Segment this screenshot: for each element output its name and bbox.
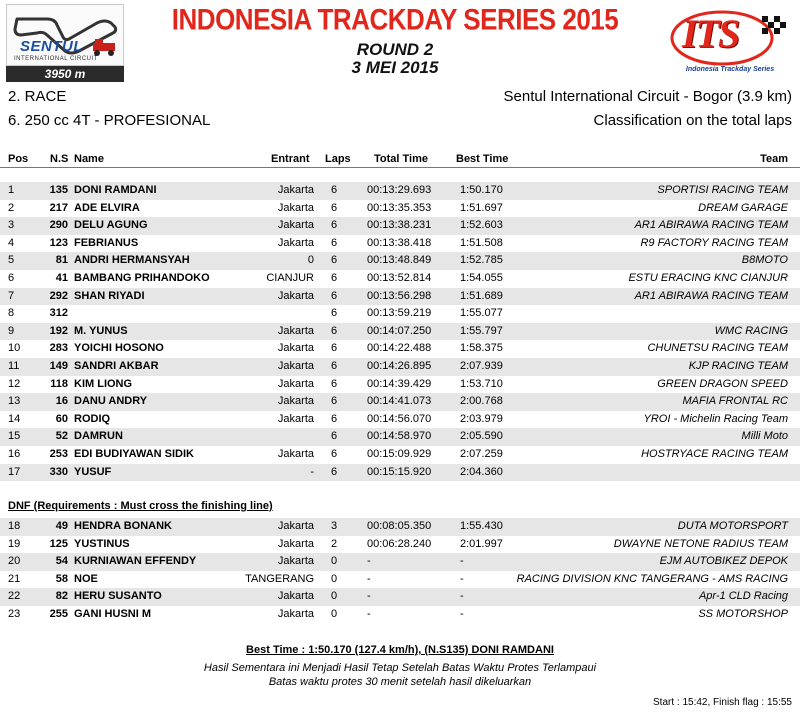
row-ns: 41 <box>55 271 68 284</box>
col-team: Team <box>760 153 788 165</box>
table-row <box>0 358 800 376</box>
table-row <box>0 323 800 341</box>
row-best-time: 1:54.055 <box>460 271 503 284</box>
row-best-time: 1:51.508 <box>460 236 503 249</box>
row-laps: 6 <box>331 359 338 372</box>
table-row <box>0 536 800 554</box>
row-name: DANU ANDRY <box>74 395 148 408</box>
table-row <box>0 288 800 306</box>
col-best-time: Best Time <box>456 153 509 165</box>
row-laps: 6 <box>331 236 338 249</box>
row-entrant: Jakarta <box>277 412 314 425</box>
row-ns: 49 <box>55 520 68 532</box>
row-team: CHUNETSU RACING TEAM <box>647 342 788 355</box>
its-logo <box>664 8 792 84</box>
row-name: DELU AGUNG <box>74 219 148 232</box>
table-row <box>0 393 800 411</box>
row-ns: 192 <box>49 324 68 337</box>
col-entrant: Entrant <box>271 153 310 165</box>
row-total-time: 00:14:07.250 <box>367 324 432 337</box>
table-row <box>0 571 800 589</box>
row-laps: 6 <box>331 377 338 390</box>
row-entrant: Jakarta <box>277 555 314 568</box>
table-row <box>0 252 800 270</box>
row-total-time: 00:15:15.920 <box>367 465 432 478</box>
table-row <box>0 606 800 624</box>
row-laps: 0 <box>331 555 338 568</box>
row-team: AR1 ABIRAWA RACING TEAM <box>634 219 788 232</box>
row-ns: 283 <box>49 342 68 355</box>
race-label: 2. RACE <box>8 88 67 105</box>
row-pos: 18 <box>8 520 21 532</box>
row-pos: 17 <box>8 465 21 478</box>
row-name: EDI BUDIYAWAN SIDIK <box>74 447 195 460</box>
row-laps: 6 <box>331 307 338 320</box>
row-pos: 4 <box>8 236 15 249</box>
row-name: HENDRA BONANK <box>74 520 172 532</box>
row-name: YUSUF <box>74 465 112 478</box>
row-total-time: 00:13:48.849 <box>367 254 432 267</box>
row-laps: 6 <box>331 342 338 355</box>
classification-label: Classification on the total laps <box>593 112 792 129</box>
row-pos: 11 <box>8 359 20 372</box>
row-ns: 217 <box>49 201 68 214</box>
row-best-time: - <box>460 590 464 603</box>
table-row <box>0 464 800 482</box>
row-total-time: 00:14:58.970 <box>367 430 432 443</box>
row-entrant: CIANJUR <box>266 271 314 284</box>
class-label: 6. 250 cc 4T - PROFESIONAL <box>8 112 211 129</box>
table-row <box>0 446 800 464</box>
row-team: MAFIA FRONTAL RC <box>682 395 788 408</box>
row-ns: 118 <box>50 377 68 390</box>
table-row <box>0 217 800 235</box>
table-row <box>0 553 800 571</box>
row-laps: 6 <box>331 201 338 214</box>
row-total-time: 00:13:38.231 <box>367 219 432 232</box>
row-laps: 6 <box>331 184 338 196</box>
circuit-distance: 3950 m <box>6 66 124 82</box>
row-entrant: Jakarta <box>277 324 314 337</box>
row-entrant: Jakarta <box>277 377 314 390</box>
row-best-time: 2:03.979 <box>460 412 503 425</box>
row-laps: 6 <box>331 324 338 337</box>
row-best-time: - <box>460 572 464 585</box>
row-best-time: 2:05.590 <box>460 430 503 443</box>
dnf-table <box>0 518 800 624</box>
row-team: DWAYNE NETONE RADIUS TEAM <box>613 537 788 550</box>
row-entrant: 0 <box>307 254 314 267</box>
row-ns: 290 <box>49 219 68 232</box>
col-name: Name <box>74 153 104 165</box>
row-name: SHAN RIYADI <box>74 289 145 302</box>
row-laps: 3 <box>331 520 338 532</box>
row-entrant: Jakarta <box>277 342 314 355</box>
row-total-time: 00:13:52.814 <box>367 271 432 284</box>
row-total-time: 00:14:39.429 <box>367 377 432 390</box>
row-best-time: 1:51.689 <box>460 289 503 302</box>
row-name: DONI RAMDANI <box>74 184 157 196</box>
row-ns: 81 <box>55 254 68 267</box>
row-team: ESTU ERACING KNC CIANJUR <box>628 271 788 284</box>
row-laps: 6 <box>331 395 338 408</box>
row-ns: 149 <box>49 359 68 372</box>
row-pos: 23 <box>8 607 21 620</box>
row-name: SANDRI AKBAR <box>74 359 159 372</box>
row-best-time: 2:01.997 <box>460 537 503 550</box>
row-total-time: 00:14:26.895 <box>367 359 432 372</box>
row-laps: 0 <box>331 607 338 620</box>
its-subtitle: Indonesia Trackday Series <box>685 66 775 73</box>
row-laps: 6 <box>331 289 338 302</box>
row-total-time: 00:13:56.298 <box>367 289 432 302</box>
row-laps: 0 <box>331 590 338 603</box>
row-team: SS MOTORSHOP <box>698 607 788 620</box>
provisional-note: Hasil Sementara ini Menjadi Hasil Tetap Setelah Batas Waktu Protes Terlampaui <box>203 662 597 674</box>
row-ns: 253 <box>49 447 68 460</box>
row-entrant: Jakarta <box>277 447 314 460</box>
row-total-time: 00:13:35.353 <box>367 201 432 214</box>
sentul-subtitle: INTERNATIONAL CIRCUIT <box>14 56 98 62</box>
row-pos: 15 <box>8 430 21 443</box>
row-name: BAMBANG PRIHANDOKO <box>74 271 210 284</box>
row-pos: 1 <box>8 184 15 196</box>
row-total-time: 00:14:56.070 <box>367 412 432 425</box>
row-name: ANDRI HERMANSYAH <box>74 254 190 267</box>
row-total-time: 00:13:59.219 <box>367 307 432 320</box>
row-name: DAMRUN <box>74 430 123 443</box>
row-best-time: 2:07.259 <box>460 447 503 460</box>
row-pos: 10 <box>8 342 21 355</box>
row-best-time: 2:07.939 <box>460 359 503 372</box>
row-total-time: 00:15:09.929 <box>367 447 432 460</box>
row-team: DREAM GARAGE <box>698 201 788 214</box>
row-ns: 123 <box>49 236 68 249</box>
row-name: HERU SUSANTO <box>74 590 162 603</box>
row-pos: 20 <box>8 555 21 568</box>
col-pos: Pos <box>8 153 29 165</box>
dnf-heading: DNF (Requirements : Must cross the finishing line) <box>8 500 273 512</box>
row-laps: 6 <box>331 254 338 267</box>
row-name: M. YUNUS <box>74 324 128 337</box>
row-team: EJM AUTOBIKEZ DEPOK <box>659 555 788 568</box>
row-entrant: - <box>310 465 314 478</box>
table-row <box>0 518 800 536</box>
row-laps: 6 <box>331 465 338 478</box>
row-name: GANI HUSNI M <box>74 607 151 620</box>
row-pos: 9 <box>8 324 15 337</box>
row-ns: 60 <box>55 412 68 425</box>
race-times: Start : 15:42, Finish flag : 15:55 <box>653 697 792 708</box>
row-pos: 3 <box>8 219 15 232</box>
row-pos: 8 <box>8 307 15 320</box>
row-entrant: Jakarta <box>277 590 314 603</box>
col-total-time: Total Time <box>374 153 428 165</box>
row-pos: 12 <box>8 377 21 390</box>
row-laps: 6 <box>331 447 338 460</box>
table-row <box>0 182 800 200</box>
protest-note: Batas waktu protes 30 menit setelah hasil dikeluarkan <box>268 676 532 688</box>
row-pos: 21 <box>8 572 21 585</box>
row-total-time: - <box>367 607 371 620</box>
row-total-time: - <box>367 572 371 585</box>
results-table-header <box>0 150 800 168</box>
row-best-time: 1:52.785 <box>460 254 503 267</box>
sentul-circuit-logo <box>6 4 124 82</box>
row-team: R9 FACTORY RACING TEAM <box>640 236 788 249</box>
col-laps: Laps <box>325 153 351 165</box>
row-team: KJP RACING TEAM <box>688 359 788 372</box>
row-ns: 330 <box>49 465 68 478</box>
row-entrant: Jakarta <box>277 201 314 214</box>
row-best-time: 1:51.697 <box>460 201 503 214</box>
row-laps: 2 <box>331 537 338 550</box>
row-entrant: TANGERANG <box>245 572 314 585</box>
row-best-time: 2:04.360 <box>460 465 503 478</box>
event-date: 3 MEI 2015 <box>351 58 439 77</box>
row-ns: 135 <box>49 184 68 196</box>
row-pos: 13 <box>8 395 21 408</box>
row-entrant: Jakarta <box>277 236 314 249</box>
row-entrant: Jakarta <box>277 289 314 302</box>
row-name: KURNIAWAN EFFENDY <box>74 555 197 568</box>
row-team: HOSTRYACE RACING TEAM <box>641 447 788 460</box>
row-total-time: 00:13:38.418 <box>367 236 432 249</box>
row-best-time: 1:52.603 <box>460 219 503 232</box>
row-ns: 292 <box>49 289 68 302</box>
row-total-time: - <box>367 555 371 568</box>
row-pos: 7 <box>8 289 15 302</box>
row-name: ADE ELVIRA <box>74 201 140 214</box>
row-best-time: 1:53.710 <box>460 377 503 390</box>
row-team: GREEN DRAGON SPEED <box>657 377 788 390</box>
row-team: DUTA MOTORSPORT <box>677 520 788 532</box>
table-row <box>0 305 800 323</box>
row-best-time: 1:55.077 <box>460 307 503 320</box>
row-team: B8MOTO <box>741 254 788 267</box>
row-total-time: 00:08:05.350 <box>367 520 432 532</box>
row-name: KIM LIONG <box>74 377 133 390</box>
row-pos: 2 <box>8 201 15 214</box>
row-ns: 52 <box>55 430 68 443</box>
row-laps: 0 <box>331 572 338 585</box>
row-ns: 255 <box>49 607 68 620</box>
row-team: WMC RACING <box>714 324 788 337</box>
round-label: ROUND 2 <box>356 40 434 59</box>
row-name: NOE <box>74 572 98 585</box>
best-time-summary: Best Time : 1:50.170 (127.4 km/h), (N.S135) DONI RAMDANI <box>246 644 554 656</box>
row-ns: 58 <box>55 572 68 585</box>
row-best-time: 1:58.375 <box>460 342 503 355</box>
row-name: YUSTINUS <box>74 537 130 550</box>
row-laps: 6 <box>331 219 338 232</box>
its-mark: ITS <box>682 11 739 56</box>
row-entrant: Jakarta <box>277 537 314 550</box>
row-entrant: Jakarta <box>277 359 314 372</box>
page-title: INDONESIA TRACKDAY SERIES 2015 <box>171 1 619 37</box>
row-total-time: 00:13:29.693 <box>367 184 432 196</box>
row-pos: 16 <box>8 447 21 460</box>
row-name: RODIQ <box>74 412 111 425</box>
row-best-time: - <box>460 607 464 620</box>
row-entrant: Jakarta <box>277 607 314 620</box>
row-total-time: - <box>367 590 371 603</box>
row-total-time: 00:06:28.240 <box>367 537 432 550</box>
row-entrant: Jakarta <box>277 520 314 532</box>
row-laps: 6 <box>331 430 338 443</box>
row-ns: 312 <box>49 307 68 320</box>
table-row <box>0 428 800 446</box>
row-pos: 14 <box>8 412 21 425</box>
table-row <box>0 588 800 606</box>
row-pos: 22 <box>8 590 21 603</box>
table-row <box>0 411 800 429</box>
row-entrant: Jakarta <box>277 219 314 232</box>
sentul-brand: SENTUL <box>20 38 83 55</box>
results-table <box>0 182 800 481</box>
row-total-time: 00:14:41.073 <box>367 395 432 408</box>
row-team: Milli Moto <box>741 430 788 443</box>
row-ns: 82 <box>55 590 68 603</box>
row-pos: 5 <box>8 254 15 267</box>
table-row <box>0 235 800 253</box>
row-team: SPORTISI RACING TEAM <box>657 184 788 196</box>
row-best-time: 1:50.170 <box>460 184 503 196</box>
row-team: AR1 ABIRAWA RACING TEAM <box>634 289 788 302</box>
row-team: YROI - Michelin Racing Team <box>643 412 788 425</box>
row-best-time: 1:55.430 <box>460 520 503 532</box>
table-row <box>0 200 800 218</box>
row-best-time: 2:00.768 <box>460 395 503 408</box>
row-name: YOICHI HOSONO <box>74 342 164 355</box>
row-ns: 54 <box>55 555 68 568</box>
row-entrant: Jakarta <box>277 395 314 408</box>
row-name: FEBRIANUS <box>74 236 139 249</box>
row-ns: 125 <box>49 537 68 550</box>
table-row <box>0 376 800 394</box>
table-row <box>0 340 800 358</box>
row-laps: 6 <box>331 271 338 284</box>
row-best-time: - <box>460 555 464 568</box>
row-laps: 6 <box>331 412 338 425</box>
row-ns: 16 <box>55 395 68 408</box>
row-best-time: 1:55.797 <box>460 324 503 337</box>
row-pos: 6 <box>8 271 15 284</box>
row-team: Apr-1 CLD Racing <box>698 590 788 603</box>
col-ns: N.S <box>50 153 69 165</box>
row-team: RACING DIVISION KNC TANGERANG - AMS RACING <box>516 572 788 585</box>
row-entrant: Jakarta <box>277 184 314 196</box>
row-pos: 19 <box>8 537 21 550</box>
table-row <box>0 270 800 288</box>
circuit-label: Sentul International Circuit - Bogor (3.9 km) <box>503 88 792 105</box>
row-total-time: 00:14:22.488 <box>367 342 432 355</box>
